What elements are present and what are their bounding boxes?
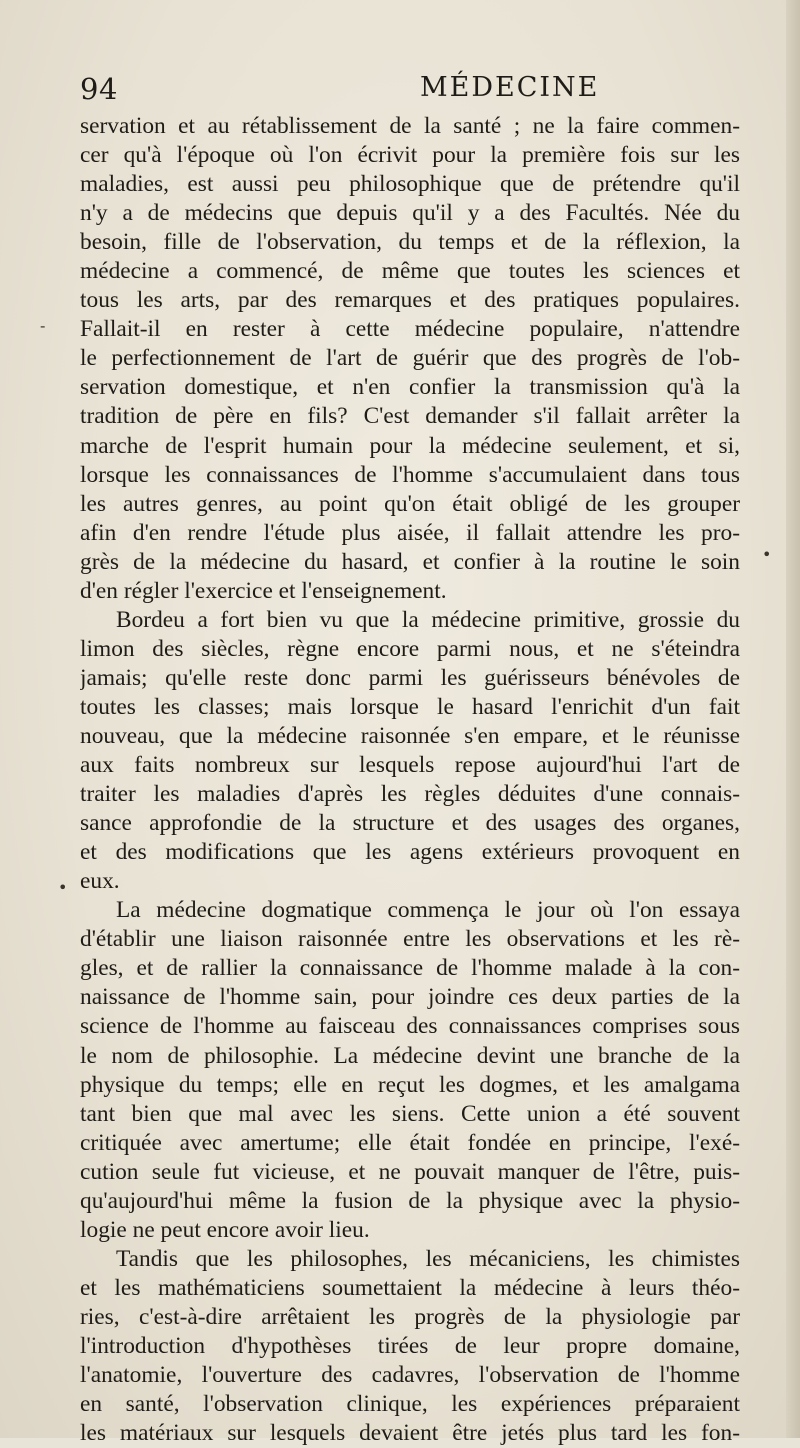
text-line: médecine a commencé, de même que toutes les sciences et [80,258,740,285]
page-number: 94 [80,72,118,106]
text-line: traiter les maladies d'après les règles déduites d'une connais- [80,781,740,808]
page-edge [786,0,800,1438]
text-line: Tandis que les philosophes, les mécaniciens, les chimistes [116,1245,740,1272]
text-line: naissance de l'homme sain, pour joindre ces deux parties de la [80,984,740,1011]
page-header [80,70,740,110]
text-line: Fallait-il en rester à cette médecine populaire, n'attendre [80,316,740,343]
text-line: tant bien que mal avec les siens. Cette union a été souvent [80,1100,740,1127]
text-line: maladies, est aussi peu philosophique que de prétendre qu'il [80,171,740,198]
text-line: servation domestique, et n'en confier la transmission qu'à la [80,374,740,401]
text-line: Bordeu a fort bien vu que la médecine primitive, grossie du [116,606,740,633]
text-line: l'introduction d'hypothèses tirées de leur propre domaine, [80,1332,740,1359]
ink-speck: • [762,545,772,564]
text-line: afin d'en rendre l'étude plus aisée, il fallait attendre les pro- [80,519,740,546]
text-line: La médecine dogmatique commença le jour où l'on essaya [116,897,740,924]
text-line: physique du temps; elle en reçut les dogmes, et les amalgama [80,1071,740,1098]
text-line: d'en régler l'exercice et l'enseignement. [80,577,447,604]
text-line: jamais; qu'elle reste donc parmi les guérisseurs bénévoles de [80,664,740,691]
text-line: lorsque les connaissances de l'homme s'accumulaient dans tous [80,461,740,488]
text-line: servation et au rétablissement de la santé ; ne la faire commen- [80,113,740,139]
text-line: les autres genres, au point qu'on était obligé de les grouper [80,490,740,517]
text-line: l'anatomie, l'ouverture des cadavres, l'observation de l'homme [80,1362,740,1389]
text-line: gles, et de rallier la connaissance de l'homme malade à la con- [80,955,740,982]
text-line: le perfectionnement de l'art de guérir que des progrès de l'ob- [80,345,740,372]
text-line: d'établir une liaison raisonnée entre les observations et les rè- [80,926,740,953]
text-line: science de l'homme au faisceau des connaissances comprises sous [80,1013,740,1040]
body-text [80,112,740,1448]
ink-speck: • [58,878,68,897]
ink-speck: - [40,316,46,335]
text-line: et des modifications que les agens extérieurs provoquent en [80,839,740,866]
text-line: cer qu'à l'époque où l'on écrivit pour la première fois sur les [80,142,740,169]
text-line: critiquée avec amertume; elle était fondée en principe, l'exé- [80,1129,740,1156]
text-line: qu'aujourd'hui même la fusion de la physique avec la physio- [80,1187,740,1214]
text-line: tous les arts, par des remarques et des pratiques populaires. [80,287,740,314]
text-line: tradition de père en fils? C'est demander s'il fallait arrêter la [80,403,740,430]
text-line: et les mathématiciens soumettaient la médecine à leurs théo- [80,1274,740,1301]
text-line: nouveau, que la médecine raisonnée s'en empare, et le réunisse [80,722,740,749]
text-line: logie ne peut encore avoir lieu. [80,1216,370,1243]
text-line: ries, c'est-à-dire arrêtaient les progrès de la physiologie par [80,1303,740,1330]
text-line: toutes les classes; mais lorsque le hasard l'enrichit d'un fait [80,693,740,720]
text-line: grès de la médecine du hasard, et confier à la routine le soin [80,548,740,575]
running-title: MÉDECINE [420,72,600,103]
text-line: le nom de philosophie. La médecine devint une branche de la [80,1042,740,1069]
text-line: limon des siècles, règne encore parmi nous, et ne s'éteindra [80,635,740,662]
text-line: cution seule fut vicieuse, et ne pouvait manquer de l'être, puis- [80,1158,740,1185]
text-line: besoin, fille de l'observation, du temps et de la réflexion, la [80,229,740,256]
text-line: sance approfondie de la structure et des usages des organes, [80,810,740,837]
text-line: n'y a de médecins que depuis qu'il y a des Facultés. Née du [80,200,740,227]
text-line: les matériaux sur lesquels devaient être jetés plus tard les fon- [80,1420,740,1447]
text-line: marche de l'esprit humain pour la médecine seulement, et si, [80,432,740,459]
text-line: eux. [80,868,120,895]
text-line: aux faits nombreux sur lesquels repose aujourd'hui l'art de [80,752,740,779]
text-line: en santé, l'observation clinique, les expériences préparaient [80,1391,740,1418]
